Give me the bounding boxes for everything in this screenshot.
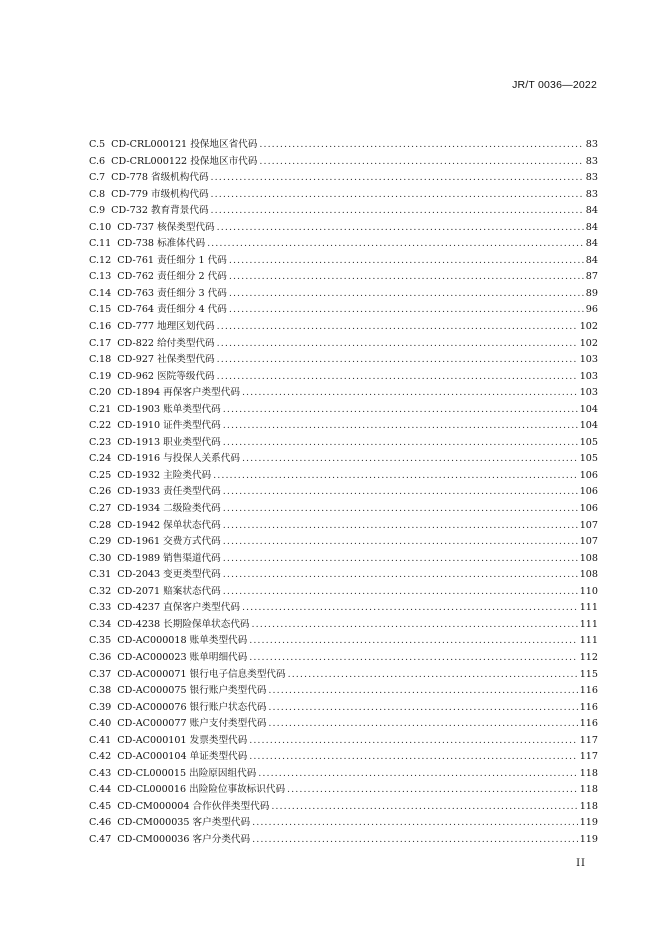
toc-entry-number: C.33	[89, 602, 112, 614]
toc-leader-dots	[217, 354, 578, 365]
toc-entry-title: CD-AC000104 单证类型代码	[117, 751, 248, 763]
toc-entry-page: 111	[579, 602, 598, 614]
toc-entry[interactable]	[89, 699, 598, 716]
toc-entry-page: 105	[579, 453, 598, 465]
toc-entry[interactable]	[89, 417, 598, 434]
toc-entry-title: CD-CM000036 客户分类代码	[117, 833, 251, 845]
toc-entry[interactable]	[89, 533, 598, 550]
toc-leader-dots	[207, 238, 584, 249]
toc-entry-number: C.11	[89, 238, 112, 250]
toc-entry-page: 96	[585, 304, 598, 316]
toc-entry[interactable]	[89, 268, 598, 285]
toc-entry[interactable]	[89, 583, 598, 600]
toc-entry[interactable]	[89, 765, 598, 782]
toc-entry-page: 110	[579, 585, 598, 597]
toc-entry[interactable]	[89, 318, 598, 335]
toc-entry-number: C.12	[89, 254, 112, 266]
toc-leader-dots	[288, 669, 578, 680]
toc-entry[interactable]	[89, 483, 598, 500]
toc-leader-dots	[211, 205, 584, 216]
toc-entry-page: 87	[585, 271, 598, 283]
standard-code-header: JR/T 0036—2022	[512, 79, 597, 91]
toc-leader-dots	[249, 751, 577, 762]
toc-entry[interactable]	[89, 450, 598, 467]
toc-entry-page: 116	[579, 685, 598, 697]
toc-entry-page: 103	[579, 354, 598, 366]
toc-entry-title: CD-2043 变更类型代码	[117, 569, 221, 581]
toc-entry-title: CD-822 给付类型代码	[117, 337, 215, 349]
toc-entry-page: 84	[585, 238, 598, 250]
toc-entry-page: 117	[579, 751, 598, 763]
toc-entry[interactable]	[89, 368, 598, 385]
toc-entry[interactable]	[89, 517, 598, 534]
toc-entry-title: CD-778 省级机构代码	[111, 172, 209, 184]
toc-entry-page: 116	[579, 701, 598, 713]
toc-entry-number: C.14	[89, 287, 112, 299]
toc-entry-page: 108	[579, 569, 598, 581]
toc-entry-title: CD-1989 销售渠道代码	[117, 552, 221, 564]
toc-entry-page: 83	[585, 155, 598, 167]
toc-leader-dots	[223, 486, 578, 497]
toc-entry-number: C.27	[89, 503, 112, 515]
toc-leader-dots	[223, 437, 578, 448]
toc-entry-number: C.7	[89, 172, 106, 184]
toc-entry[interactable]	[89, 682, 598, 699]
toc-leader-dots	[217, 338, 578, 349]
toc-entry-page: 115	[579, 668, 598, 680]
toc-leader-dots	[258, 768, 577, 779]
toc-entry-page: 106	[579, 486, 598, 498]
toc-entry-title: CD-1961 交费方式代码	[117, 536, 221, 548]
toc-entry-title: CD-AC000101 发票类型代码	[117, 734, 248, 746]
toc-leader-dots	[249, 652, 577, 663]
toc-leader-dots	[252, 619, 578, 630]
table-of-contents	[89, 136, 598, 848]
toc-entry-number: C.44	[89, 784, 112, 796]
toc-leader-dots	[252, 834, 578, 845]
toc-entry[interactable]	[89, 781, 598, 798]
toc-entry-number: C.35	[89, 635, 112, 647]
toc-entry[interactable]	[89, 186, 598, 203]
toc-entry-page: 89	[585, 287, 598, 299]
toc-entry-title: CD-CRL000121 投保地区省代码	[111, 139, 258, 150]
toc-entry-number: C.31	[89, 569, 112, 581]
toc-entry-title: CD-762 责任细分 2 代码	[117, 271, 227, 283]
toc-entry-page: 83	[585, 139, 598, 150]
toc-entry-number: C.32	[89, 585, 112, 597]
toc-entry-title: CD-927 社保类型代码	[117, 354, 215, 366]
toc-entry-page: 84	[585, 221, 598, 233]
toc-entry-title: CD-AC000023 账单明细代码	[117, 651, 248, 663]
toc-entry-number: C.19	[89, 370, 112, 382]
toc-entry[interactable]	[89, 550, 598, 567]
toc-entry-title: CD-1894 再保客户类型代码	[117, 387, 240, 399]
toc-entry-number: C.20	[89, 387, 112, 399]
toc-entry-page: 102	[579, 337, 598, 349]
toc-entry[interactable]	[89, 467, 598, 484]
toc-leader-dots	[259, 139, 583, 150]
toc-entry-number: C.21	[89, 403, 112, 415]
toc-entry[interactable]	[89, 434, 598, 451]
toc-entry[interactable]	[89, 666, 598, 683]
toc-entry-page: 104	[579, 420, 598, 432]
toc-entry-title: CD-962 医院等级代码	[117, 370, 215, 382]
toc-entry-page: 116	[579, 718, 598, 730]
toc-entry[interactable]	[89, 384, 598, 401]
toc-entry-number: C.22	[89, 420, 112, 432]
toc-entry[interactable]	[89, 599, 598, 616]
toc-entry[interactable]	[89, 649, 598, 666]
toc-entry-number: C.15	[89, 304, 112, 316]
toc-entry-number: C.26	[89, 486, 112, 498]
toc-leader-dots	[211, 189, 584, 200]
toc-leader-dots	[223, 404, 578, 415]
toc-leader-dots	[223, 586, 578, 597]
toc-leader-dots	[249, 735, 577, 746]
toc-entry-page: 107	[579, 536, 598, 548]
toc-leader-dots	[259, 156, 583, 167]
toc-entry-title: CD-764 责任细分 4 代码	[117, 304, 227, 316]
toc-entry-title: CD-779 市级机构代码	[111, 188, 209, 200]
toc-leader-dots	[268, 702, 577, 713]
toc-entry-number: C.13	[89, 271, 112, 283]
toc-entry[interactable]	[89, 252, 598, 269]
toc-entry-title: CD-CL000015 出险原因组代码	[117, 767, 257, 779]
toc-entry-number: C.47	[89, 833, 112, 845]
toc-leader-dots	[223, 553, 578, 564]
toc-entry-number: C.41	[89, 734, 112, 746]
toc-entry-title: CD-1903 账单类型代码	[117, 403, 221, 415]
toc-entry[interactable]	[89, 351, 598, 368]
toc-entry-number: C.6	[89, 155, 106, 167]
toc-entry-page: 111	[579, 618, 598, 630]
toc-entry-title: CD-CRL000122 投保地区市代码	[111, 155, 258, 167]
toc-entry-page: 102	[579, 321, 598, 333]
toc-entry-number: C.23	[89, 436, 112, 448]
toc-entry[interactable]	[89, 798, 598, 815]
toc-leader-dots	[271, 801, 577, 812]
toc-entry-number: C.16	[89, 321, 112, 333]
toc-entry[interactable]	[89, 566, 598, 583]
toc-entry[interactable]	[89, 301, 598, 318]
toc-entry-title: CD-1916 与投保人关系代码	[117, 453, 240, 465]
toc-entry[interactable]	[89, 153, 598, 170]
toc-entry-title: CD-AC000075 银行账户类型代码	[117, 685, 267, 697]
toc-entry-title: CD-4238 长期险保单状态代码	[117, 618, 250, 630]
toc-entry-title: CD-1933 责任类型代码	[117, 486, 221, 498]
toc-leader-dots	[249, 635, 577, 646]
toc-entry-number: C.43	[89, 767, 112, 779]
toc-entry[interactable]	[89, 616, 598, 633]
toc-leader-dots	[213, 470, 578, 481]
toc-entry[interactable]	[89, 285, 598, 302]
toc-entry[interactable]	[89, 169, 598, 186]
toc-entry[interactable]	[89, 831, 598, 848]
toc-leader-dots	[242, 387, 578, 398]
page-number: II	[576, 858, 586, 869]
toc-leader-dots	[287, 784, 578, 795]
toc-entry-page: 112	[579, 651, 598, 663]
toc-entry-title: CD-CM000004 合作伙伴类型代码	[117, 800, 270, 812]
toc-entry-page: 106	[579, 503, 598, 515]
toc-entry-page: 119	[579, 817, 598, 829]
toc-entry[interactable]	[89, 814, 598, 831]
toc-entry-number: C.9	[89, 205, 106, 217]
toc-entry-page: 119	[579, 833, 598, 845]
toc-leader-dots	[217, 222, 584, 233]
toc-leader-dots	[217, 321, 578, 332]
toc-entry-page: 108	[579, 552, 598, 564]
toc-entry-number: C.8	[89, 188, 106, 200]
toc-entry-title: CD-1910 证件类型代码	[117, 420, 221, 432]
toc-leader-dots	[229, 304, 584, 315]
toc-entry-page: 103	[579, 387, 598, 399]
toc-entry[interactable]	[89, 235, 598, 252]
toc-entry-page: 83	[585, 172, 598, 184]
toc-leader-dots	[223, 569, 578, 580]
toc-entry-title: CD-1934 二级险类代码	[117, 503, 221, 515]
toc-entry-number: C.45	[89, 800, 112, 812]
toc-leader-dots	[223, 503, 578, 514]
toc-entry-number: C.30	[89, 552, 112, 564]
toc-entry-number: C.17	[89, 337, 112, 349]
toc-entry-title: CD-AC000076 银行账户状态代码	[117, 701, 267, 713]
toc-leader-dots	[229, 288, 584, 299]
toc-entry-page: 118	[579, 767, 598, 779]
toc-entry-page: 84	[585, 205, 598, 217]
toc-leader-dots	[223, 520, 578, 531]
toc-leader-dots	[229, 271, 584, 282]
toc-entry[interactable]	[89, 202, 598, 219]
toc-entry-title: CD-AC000077 账户支付类型代码	[117, 718, 267, 730]
toc-entry[interactable]	[89, 748, 598, 765]
toc-entry[interactable]	[89, 632, 598, 649]
toc-entry-page: 111	[579, 635, 598, 647]
toc-entry-number: C.36	[89, 651, 112, 663]
toc-entry-page: 103	[579, 370, 598, 382]
toc-entry-page: 104	[579, 403, 598, 415]
toc-entry-number: C.46	[89, 817, 112, 829]
toc-entry-page: 118	[579, 800, 598, 812]
toc-entry[interactable]	[89, 500, 598, 517]
toc-entry-title: CD-1913 职业类型代码	[117, 436, 221, 448]
toc-entry-number: C.40	[89, 718, 112, 730]
toc-entry[interactable]	[89, 715, 598, 732]
toc-entry-page: 118	[579, 784, 598, 796]
toc-entry-title: CD-1932 主险类代码	[117, 469, 212, 481]
toc-entry[interactable]	[89, 219, 598, 236]
toc-entry-number: C.24	[89, 453, 112, 465]
toc-entry-page: 117	[579, 734, 598, 746]
toc-entry-title: CD-738 标准体代码	[117, 238, 206, 250]
toc-leader-dots	[229, 255, 584, 266]
toc-entry[interactable]	[89, 732, 598, 749]
toc-entry-page: 105	[579, 436, 598, 448]
toc-entry-number: C.34	[89, 618, 112, 630]
toc-entry-title: CD-2071 赔案状态代码	[117, 585, 221, 597]
toc-entry-page: 106	[579, 469, 598, 481]
toc-entry-number: C.39	[89, 701, 112, 713]
toc-leader-dots	[223, 420, 578, 431]
toc-entry-title: CD-737 核保类型代码	[117, 221, 215, 233]
toc-entry-title: CD-763 责任细分 3 代码	[117, 287, 227, 299]
toc-leader-dots	[268, 718, 577, 729]
toc-leader-dots	[268, 685, 577, 696]
toc-entry-number: C.37	[89, 668, 112, 680]
toc-entry-title: CD-CL000016 出险险位事故标识代码	[117, 784, 286, 796]
toc-entry-number: C.5	[89, 139, 106, 150]
toc-entry[interactable]	[89, 335, 598, 352]
toc-entry-number: C.28	[89, 519, 112, 531]
toc-entry[interactable]	[89, 136, 598, 153]
toc-leader-dots	[242, 453, 578, 464]
toc-leader-dots	[223, 536, 578, 547]
toc-entry-number: C.25	[89, 469, 112, 481]
toc-entry-title: CD-AC000018 账单类型代码	[117, 635, 248, 647]
toc-leader-dots	[217, 371, 578, 382]
toc-leader-dots	[252, 817, 578, 828]
toc-entry-page: 84	[585, 254, 598, 266]
toc-entry-title: CD-4237 直保客户类型代码	[117, 602, 240, 614]
toc-entry-page: 83	[585, 188, 598, 200]
toc-entry-title: CD-CM000035 客户类型代码	[117, 817, 251, 829]
toc-entry-number: C.29	[89, 536, 112, 548]
toc-entry-title: CD-761 责任细分 1 代码	[117, 254, 227, 266]
toc-entry-number: C.10	[89, 221, 112, 233]
toc-entry-page: 107	[579, 519, 598, 531]
toc-entry[interactable]	[89, 401, 598, 418]
toc-entry-number: C.42	[89, 751, 112, 763]
toc-leader-dots	[242, 602, 578, 613]
toc-entry-number: C.18	[89, 354, 112, 366]
toc-entry-title: CD-AC000071 银行电子信息类型代码	[117, 668, 286, 680]
toc-entry-title: CD-732 教育背景代码	[111, 205, 209, 217]
toc-entry-number: C.38	[89, 685, 112, 697]
toc-entry-title: CD-777 地理区划代码	[117, 321, 215, 333]
toc-leader-dots	[211, 172, 584, 183]
toc-entry-title: CD-1942 保单状态代码	[117, 519, 221, 531]
